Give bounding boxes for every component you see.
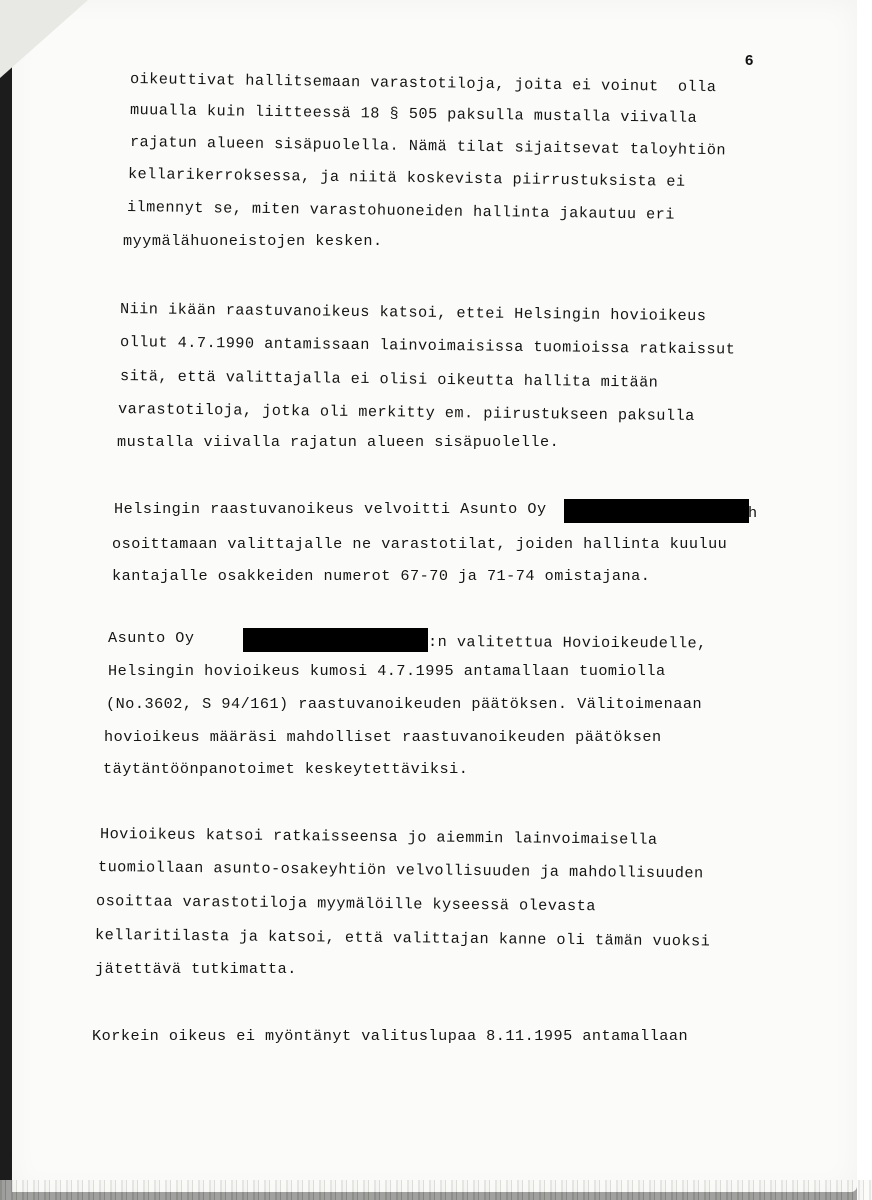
text-line: Korkein oikeus ei myöntänyt valituslupaa 8.11.1995 antamallaan	[92, 1027, 689, 1045]
text-line: ollut 4.7.1990 antamissaan lainvoimaisissa tuomioissa ratkaissut	[119, 333, 736, 359]
text-line: kantajalle osakkeiden numerot 67-70 ja 71-74 omistajana.	[112, 567, 651, 585]
text-line: rajatun alueen sisäpuolella. Nämä tilat sijaitsevat taloyhtiön	[129, 133, 727, 160]
redaction-bar	[564, 499, 749, 523]
text-line: jätettävä tutkimatta.	[95, 960, 297, 978]
text-line: Hovioikeus katsoi ratkaisseensa jo aiemmin lainvoimaisella	[99, 825, 658, 849]
text-line: kellaritilasta ja katsoi, että valittajan kanne oli tämän vuoksi	[94, 926, 711, 951]
text-line: osoittamaan valittajalle ne varastotilat, joiden hallinta kuuluu	[112, 535, 728, 553]
text-line: täytäntöönpanotoimet keskeytettäviksi.	[103, 760, 469, 778]
text-line: kellarikerroksessa, ja niitä koskevista piirrustuksista ei	[127, 165, 686, 191]
text-line: hovioikeus määräsi mahdolliset raastuvanoikeuden päätöksen	[104, 728, 662, 746]
text-line: muualla kuin liitteessä 18 § 505 paksulla mustalla viivalla	[129, 101, 698, 127]
text-line: mustalla viivalla rajatun alueen sisäpuolelle.	[117, 433, 560, 451]
text-line: Helsingin raastuvanoikeus velvoitti Asunto Oy	[114, 500, 547, 518]
folded-corner	[0, 0, 88, 78]
text-line: sitä, että valittajalla ei olisi oikeutta hallita mitään	[119, 367, 659, 392]
text-line: Niin ikään raastuvanoikeus katsoi, ettei Helsingin hovioikeus	[119, 300, 707, 326]
text-line: Helsingin hovioikeus kumosi 4.7.1995 antamallaan tuomiolla	[108, 662, 666, 680]
text-fragment: h	[748, 504, 758, 522]
scan-noise	[0, 1180, 872, 1200]
scan-margin	[857, 0, 872, 1200]
text-line: tuomiollaan asunto-osakeyhtiön velvollisuuden ja mahdollisuuden	[97, 858, 704, 883]
text-line: myymälähuoneistojen kesken.	[123, 232, 383, 250]
text-line: osoittaa varastotiloja myymälöille kyseessä olevasta	[95, 892, 597, 916]
page-number: 6	[745, 52, 754, 69]
redaction-bar	[243, 628, 428, 652]
text-line: ilmennyt se, miten varastohuoneiden hallinta jakautuu eri	[126, 198, 676, 224]
text-fragment: :n valitettua Hovioikeudelle,	[427, 633, 707, 653]
text-line: Asunto Oy	[108, 629, 195, 647]
text-line: varastotiloja, jotka oli merkitty em. piirustukseen paksulla	[117, 400, 695, 426]
text-line: (No.3602, S 94/161) raastuvanoikeuden päätöksen. Välitoimenaan	[106, 695, 703, 713]
text-line: oikeuttivat hallitsemaan varastotiloja, joita ei voinut olla	[129, 70, 717, 97]
